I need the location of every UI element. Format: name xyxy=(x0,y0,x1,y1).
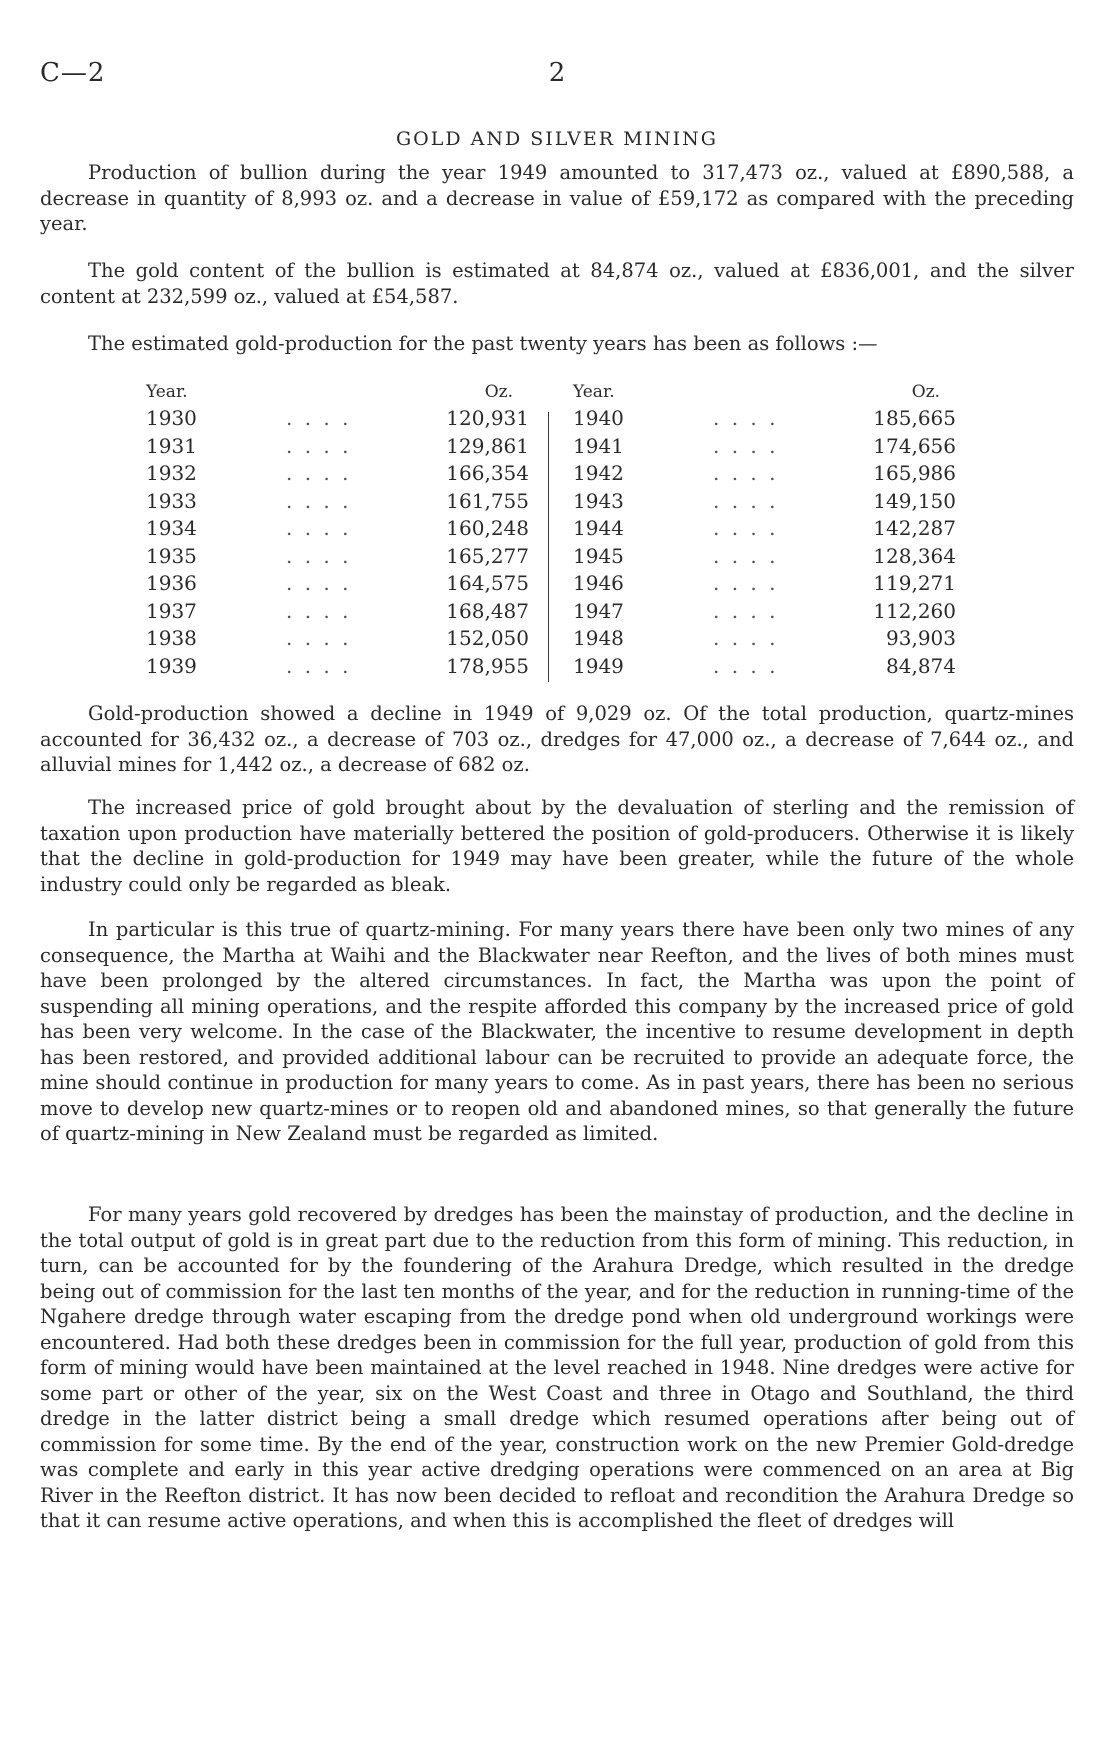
cell-ounces: 164,575 xyxy=(446,571,529,595)
document-code: C—2 xyxy=(40,58,106,88)
section-title: GOLD AND SILVER MINING xyxy=(396,128,718,150)
paragraph-gold-silver-content: The gold content of the bullion is estimated at 84,874 oz., valued at £836,001, and the silver content at 232,599 oz., valued at £54,587. xyxy=(40,259,1074,308)
table-row xyxy=(146,461,529,489)
dot-leader: . . . . xyxy=(286,406,352,430)
table-row xyxy=(573,434,956,462)
cell-ounces: 128,364 xyxy=(873,543,956,568)
table-row xyxy=(573,544,956,572)
table-row xyxy=(146,544,529,572)
table-row xyxy=(146,406,529,434)
dot-leader: . . . . xyxy=(713,598,779,623)
header-oz: Oz. xyxy=(484,382,513,402)
cell-ounces: 112,260 xyxy=(873,598,956,623)
dot-leader: . . . . xyxy=(286,543,352,568)
dot-leader: . . . . xyxy=(286,571,352,595)
cell-year: 1947 xyxy=(573,598,624,623)
cell-ounces: 168,487 xyxy=(446,598,529,623)
cell-year: 1941 xyxy=(573,433,624,458)
cell-year: 1932 xyxy=(146,461,197,485)
table-row xyxy=(573,489,956,517)
gold-production-table xyxy=(146,382,956,688)
cell-year: 1940 xyxy=(573,406,624,430)
table-column-right xyxy=(573,382,956,681)
cell-year: 1937 xyxy=(146,598,197,623)
paragraph-bullion-production: Production of bullion during the year 1949 amounted to 317,473 oz., valued at £890,588, a decrease in quantity of 8,993 oz. and a decrease in value of £59,172 as compared with the preceding year. xyxy=(40,161,1074,235)
cell-year: 1944 xyxy=(573,516,624,540)
table-row xyxy=(573,461,956,489)
dot-leader: . . . . xyxy=(713,433,779,458)
dot-leader: . . . . xyxy=(286,653,352,678)
cell-year: 1945 xyxy=(573,543,624,568)
header-year: Year. xyxy=(146,382,188,402)
cell-year: 1934 xyxy=(146,516,197,540)
table-row xyxy=(573,406,956,434)
table-row xyxy=(146,489,529,517)
dot-leader: . . . . xyxy=(713,626,779,650)
dot-leader: . . . . xyxy=(286,598,352,623)
cell-ounces: 165,986 xyxy=(873,461,956,485)
cell-year: 1942 xyxy=(573,461,624,485)
cell-year: 1935 xyxy=(146,543,197,568)
table-row xyxy=(146,599,529,627)
table-row xyxy=(146,434,529,462)
header-year: Year. xyxy=(573,382,615,402)
dot-leader: . . . . xyxy=(713,543,779,568)
paragraph-quartz-mining: In particular is this true of quartz-mining. For many years there have been only two mines of any consequence, the Martha at Waihi and the Blackwater near Reefton, and the lives of both mines must have been prolonged by the altered circumstances. In fact, the Martha was upon the point of suspending all mining operations, and the respite afforded this company by the increased price of gold has been very welcome. In the case of the Blackwater, the incentive to resume development in depth has been restored, and provided additional labour can be recruited to provide an adequate force, the mine should continue in production for many years to come. As in past years, there has been no serious move to develop new quartz-mines or to reopen old and abandoned mines, so that generally the future of quartz-mining in New Zealand must be regarded as limited. xyxy=(40,918,1074,1145)
cell-ounces: 149,150 xyxy=(873,488,956,513)
cell-year: 1938 xyxy=(146,626,197,650)
cell-ounces: 165,277 xyxy=(446,543,529,568)
cell-year: 1931 xyxy=(146,433,197,458)
cell-ounces: 119,271 xyxy=(873,571,956,595)
table-row xyxy=(573,599,956,627)
cell-ounces: 160,248 xyxy=(446,516,529,540)
paragraph-devaluation: The increased price of gold brought about by the devaluation of sterling and the remission of taxation upon production have materially bettered the position of gold-producers. Otherwise it is likely that the decline in gold-production for 1949 may have been greater, while the future of the whole industry could only be regarded as bleak. xyxy=(40,796,1074,896)
table-row xyxy=(573,626,956,654)
cell-ounces: 178,955 xyxy=(446,653,529,678)
paragraph-dredging: For many years gold recovered by dredges has been the mainstay of production, and the decline in the total output of gold is in great part due to the reduction from this form of mining. This reduction, in turn, can be accounted for by the foundering of the Arahura Dredge, which resulted in the dredge being out of commission for the last ten months of the year, and for the reduction in running-time of the Ngahere dredge through water escaping from the dredge pond when old underground workings were encountered. Had both these dredges been in commission for the full year, production of gold from this form of mining would have been maintained at the level reached in 1948. Nine dredges were active for some part or other of the year, six on the West Coast and three in Otago and Southland, the third dredge in the latter district being a small dredge which resumed operations after being out of commission for some time. By the end of the year, construction work on the new Premier Gold-dredge was complete and early in this year active dredging operations were commenced on an area at Big River in the Reefton district. It has now been decided to refloat and recondition the Arahura Dredge so that it can resume active operations, and when this is accomplished the fleet of dredges will xyxy=(40,1203,1074,1532)
table-header xyxy=(573,382,956,406)
dot-leader: . . . . xyxy=(713,461,779,485)
cell-year: 1943 xyxy=(573,488,624,513)
column-divider xyxy=(548,412,549,682)
cell-ounces: 93,903 xyxy=(886,626,956,650)
table-row xyxy=(573,571,956,599)
dot-leader: . . . . xyxy=(713,516,779,540)
table-row xyxy=(146,654,529,682)
cell-ounces: 152,050 xyxy=(446,626,529,650)
cell-ounces: 161,755 xyxy=(446,488,529,513)
cell-year: 1948 xyxy=(573,626,624,650)
page-number: 2 xyxy=(548,58,566,88)
dot-leader: . . . . xyxy=(286,516,352,540)
cell-ounces: 129,861 xyxy=(446,433,529,458)
dot-leader: . . . . xyxy=(286,626,352,650)
dot-leader: . . . . xyxy=(713,488,779,513)
cell-ounces: 174,656 xyxy=(873,433,956,458)
dot-leader: . . . . xyxy=(713,653,779,678)
table-row xyxy=(573,654,956,682)
table-row xyxy=(146,516,529,544)
dot-leader: . . . . xyxy=(286,488,352,513)
dot-leader: . . . . xyxy=(286,461,352,485)
header-oz: Oz. xyxy=(911,382,940,402)
cell-year: 1949 xyxy=(573,653,624,678)
dot-leader: . . . . xyxy=(286,433,352,458)
table-header xyxy=(146,382,529,406)
table-row xyxy=(573,516,956,544)
cell-ounces: 142,287 xyxy=(873,516,956,540)
cell-year: 1946 xyxy=(573,571,624,595)
cell-ounces: 84,874 xyxy=(886,653,956,678)
running-head xyxy=(40,58,1074,94)
cell-ounces: 166,354 xyxy=(446,461,529,485)
cell-year: 1933 xyxy=(146,488,197,513)
table-row xyxy=(146,626,529,654)
table-column-left xyxy=(146,382,529,681)
paragraph-table-intro: The estimated gold-production for the past twenty years has been as follows :— xyxy=(88,332,878,355)
cell-ounces: 120,931 xyxy=(446,406,529,430)
cell-ounces: 185,665 xyxy=(873,406,956,430)
table-row xyxy=(146,571,529,599)
cell-year: 1936 xyxy=(146,571,197,595)
cell-year: 1939 xyxy=(146,653,197,678)
dot-leader: . . . . xyxy=(713,406,779,430)
paragraph-production-decline: Gold-production showed a decline in 1949 of 9,029 oz. Of the total production, quartz-mines accounted for 36,432 oz., a decrease of 703 oz., dredges for 47,000 oz., a decrease of 7,644 oz., and alluvial mines for 1,442 oz., a decrease of 682 oz. xyxy=(40,702,1074,776)
dot-leader: . . . . xyxy=(713,571,779,595)
cell-year: 1930 xyxy=(146,406,197,430)
